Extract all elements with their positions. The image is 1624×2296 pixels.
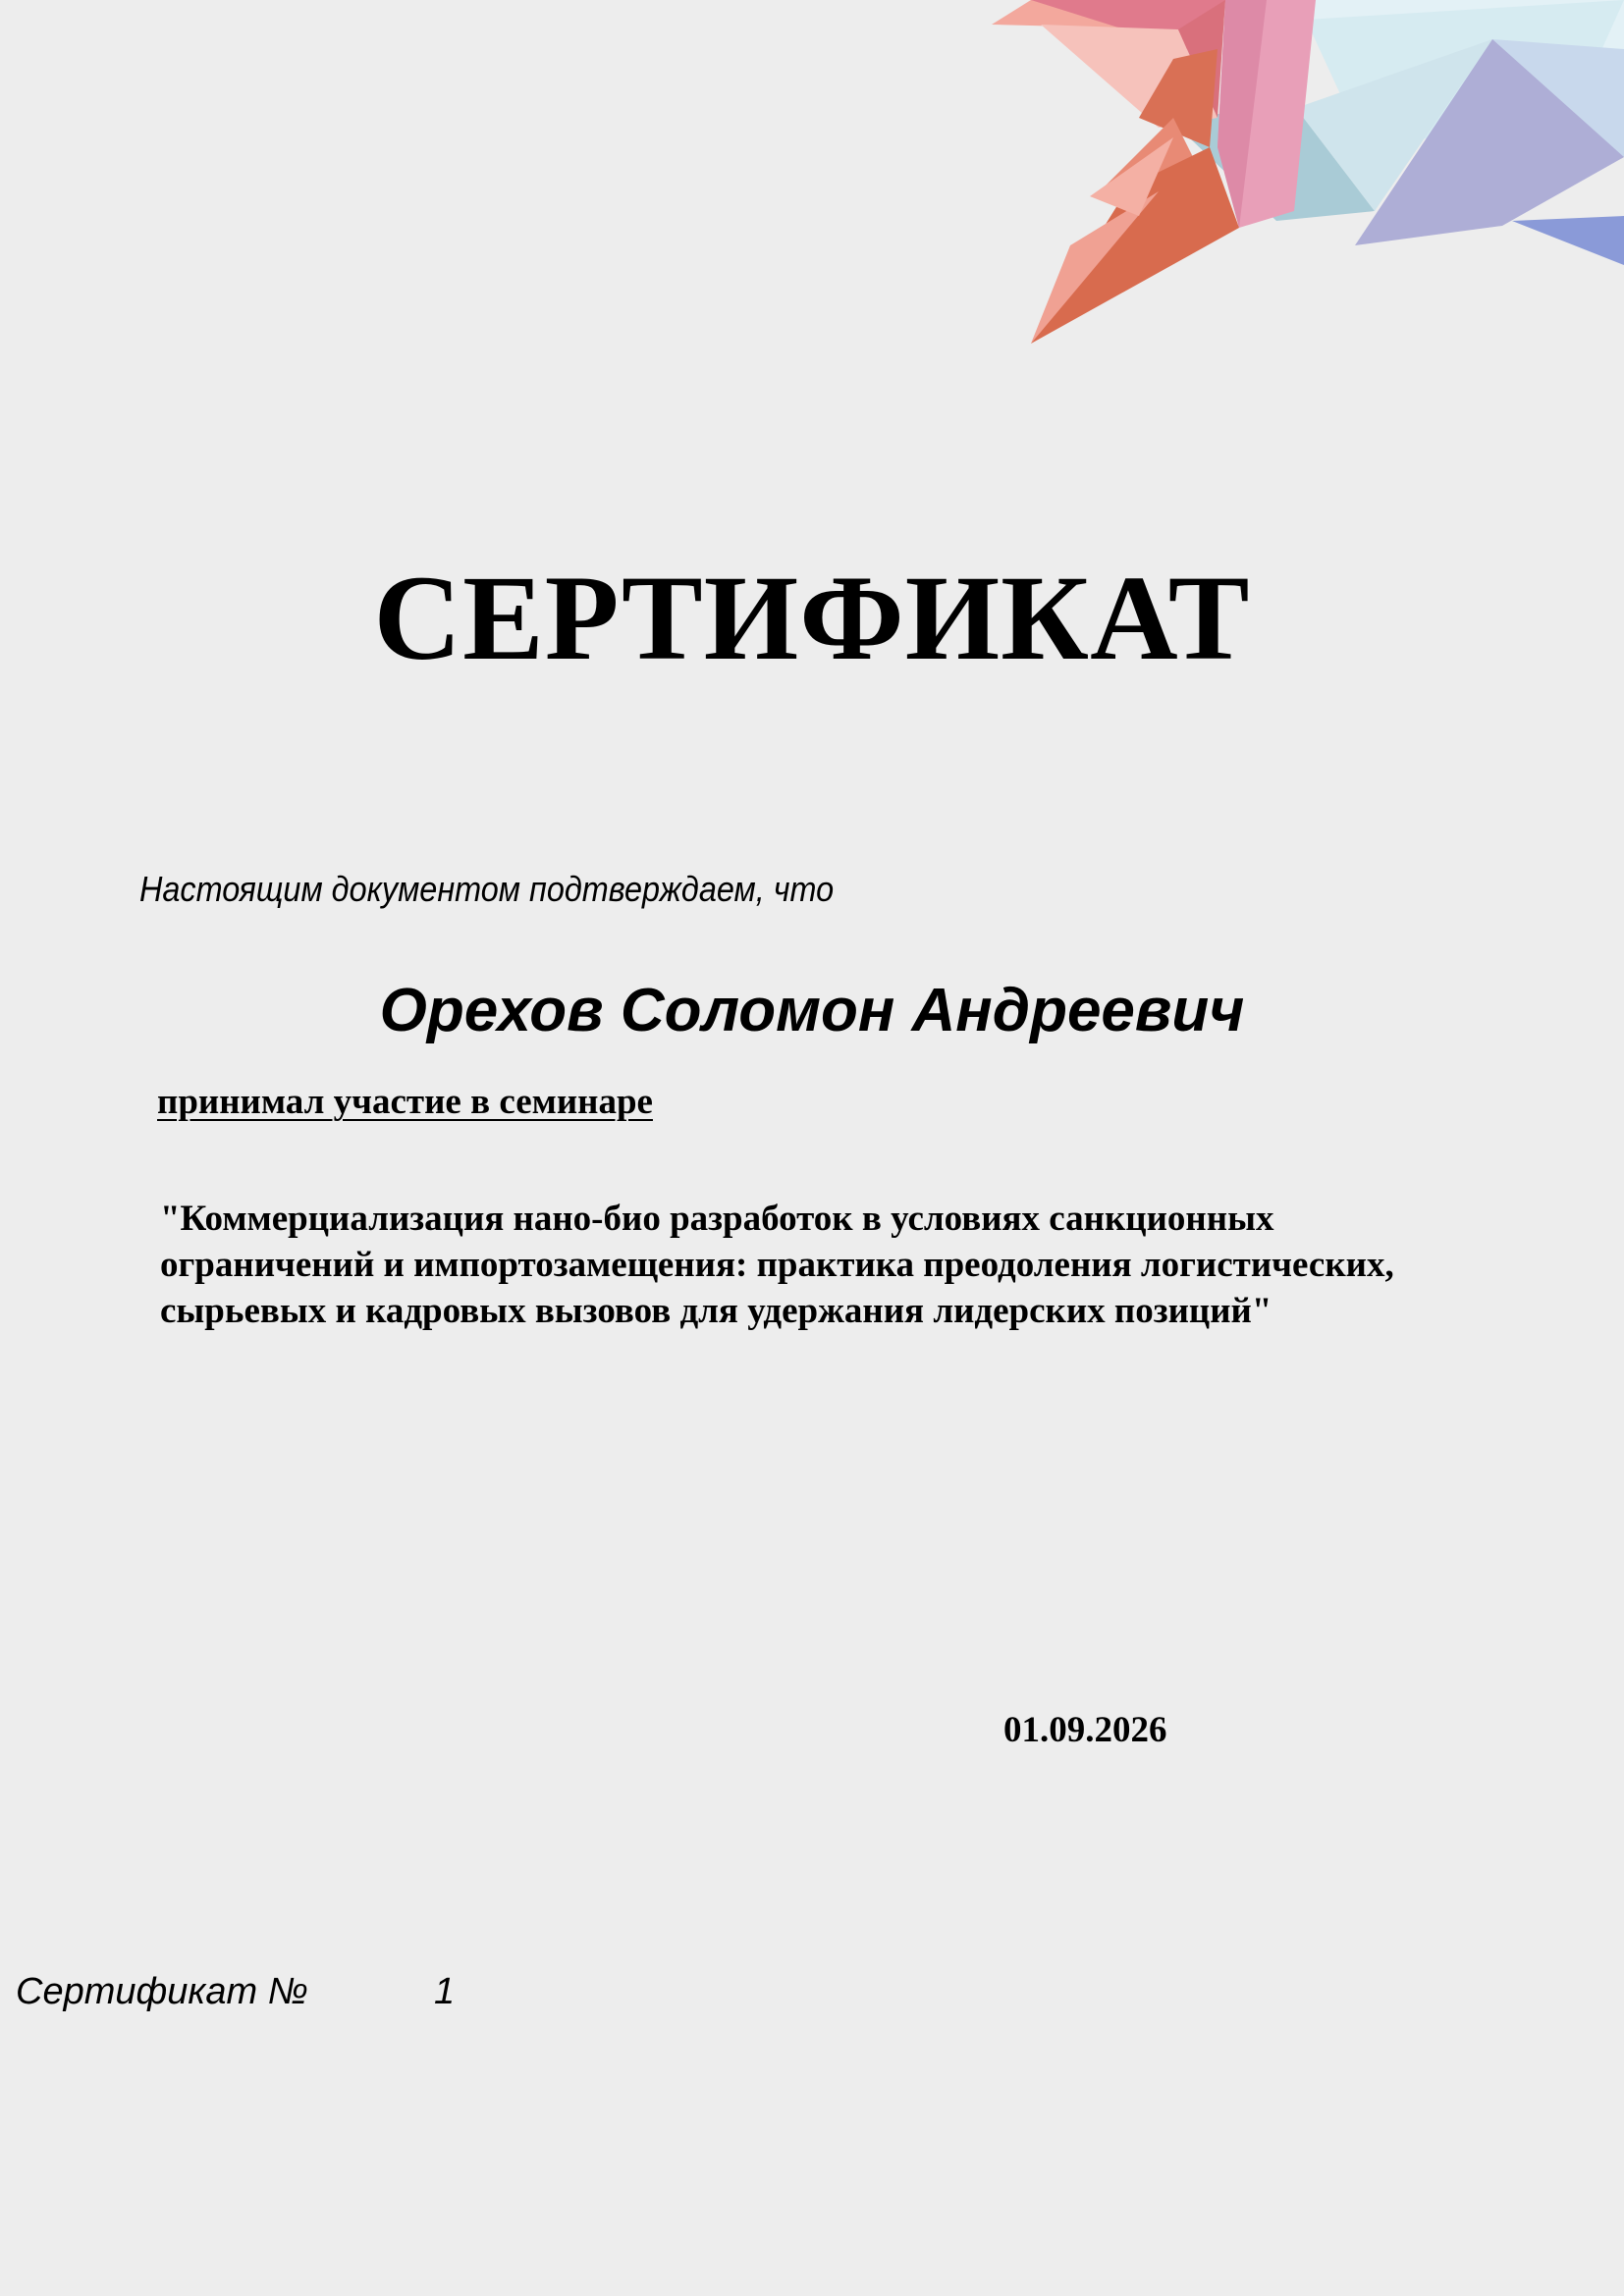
recipient-name: Орехов Соломон Андреевич bbox=[379, 977, 1245, 1044]
issue-date: 01.09.2026 bbox=[1003, 1710, 1167, 1750]
certificate-number-label: Сертификат № bbox=[16, 1971, 308, 2012]
seminar-title: "Коммерциализация нано-био разработок в условиях санкционных ограничений и импортозамещения: практика преодоления логистических, сырьевых и кадровых вызовов для удержания лидерских позиций" bbox=[160, 1199, 1394, 1331]
intro-text: Настоящим документом подтверждаем, что bbox=[139, 869, 835, 909]
origami-bird-decoration bbox=[0, 0, 1624, 353]
participation-text: принимал участие в семинаре bbox=[157, 1082, 653, 1122]
certificate-number: 1 bbox=[434, 1971, 456, 2012]
certificate-title: СЕРТИФИКАТ bbox=[373, 551, 1251, 685]
